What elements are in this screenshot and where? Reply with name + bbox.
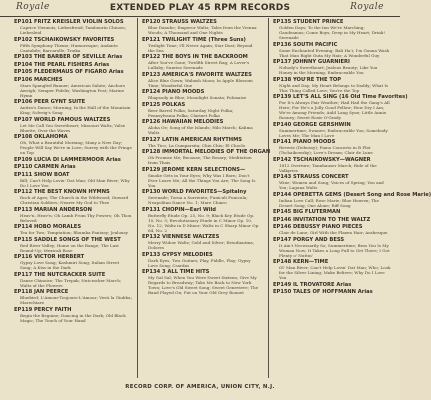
- record-title: EP127 LATIN AMERICAN RHYTHMS: [142, 136, 242, 143]
- track-list: For It's Always Fair Weather; Hail Hail the Gang's All Here; For He's a Jolly Good Fellow; How Dry I Am; We're Among Friends; Auld Lang Syne; Little Annie Rooney; Sweet Rosie O'Grady: [279, 100, 390, 121]
- track-list: Begin the Beguine; Dancing in the Dark; Old Black Magic; The Touch of Your Hand: [20, 312, 126, 323]
- track-list: Danse Chinoise; The Trepak; Nutcracker March; Waltz of the Flowers: [20, 277, 122, 288]
- catalog-entry: [14, 189, 132, 205]
- record-title: EP135 STUDENT PRINCE: [273, 19, 344, 25]
- track-list: Butterfly Etude Op. 25, No. 9; Black Key Etude Op. 10, No. 5; Revolutionary Etude in C Minor Op. 10, No. 12; Waltz in D Minor; Waltz in C Sharp Minor Op. 64, No. 2: [148, 212, 260, 233]
- catalog-column-3: [273, 19, 431, 297]
- record-title: EP119 PERCY FAITH: [14, 306, 72, 313]
- record-title: EP150 TALES OF HOFFMANN Arias: [273, 289, 373, 295]
- record-title: EP144 OPERETTA GEMS (Desert Song and Rose Marie): [273, 191, 431, 198]
- record-title: EP106 PEER GYNT SUITE: [14, 99, 86, 105]
- catalog-entry: [142, 72, 260, 88]
- catalog-entry: [14, 117, 132, 133]
- catalog-entry: [142, 37, 260, 53]
- catalog-entry: [14, 224, 132, 235]
- track-list: Merry Widow Waltz; Gold and Silver; Estudiantina; Dolores: [148, 240, 255, 251]
- catalog-entry: [273, 77, 391, 93]
- track-list: My Gal Sal; When You Were Sweet Sixteen; Give My Regards to Broadway; Take Me Back to New York Town; Love's Old Sweet Song; Sweet Genevieve; The Band Played On; Put on Your Old Grey Bonnet: [148, 275, 259, 296]
- record-title: EP132 VIENNESE WALTZES: [142, 234, 220, 240]
- track-list: Wine, Women and Song; Voices of Spring; You and You; Laguna Waltz: [279, 180, 384, 191]
- record-title: EP133 GYPSY MELODIES: [142, 251, 213, 258]
- record-title: EP110 CARMEN Arias: [14, 164, 76, 170]
- record-title: EP146 INVITATION TO THE WALTZ: [273, 216, 371, 223]
- record-title: EP149 IL TROVATORE Arias: [273, 281, 352, 288]
- track-list: Serenade; Torna a Surriento; Funiculi Funicula; Neapolitan Dance No. 1; Mare Chiaro: [148, 195, 248, 206]
- catalog-entry: [142, 269, 260, 295]
- record-title: EP112 THE BEST KNOWN HYMNS: [14, 189, 110, 195]
- record-title: EP106 MARCHES: [14, 76, 63, 83]
- record-title: EP129 JEROME KERN SELECTIONS—: [142, 166, 246, 173]
- track-list: Alice Blue Gown; Wabash Moon; In Apple Blossom Time; Wonderful One: [148, 77, 253, 88]
- record-title: EP142 TSCHAIKOWSKY—WAGNER: [273, 156, 371, 163]
- catalog-entry: [273, 139, 391, 155]
- track-list: Anitra's Dance; Morning; In the Hall of the Mountain King; Solveig's Song: [20, 105, 131, 116]
- track-list: Ol' Man River; Can't Help Lovin' Dat Man; Who; Look for the Silver Lining; Make Believe; Why Do I Love You: [279, 265, 391, 281]
- catalog-column-1: [14, 19, 132, 324]
- record-title: EP138 YOU'RE THE TOP: [273, 76, 342, 83]
- track-list: Fifth Symphony Theme; Humoresque; Andante Cantabile; Barcarolle; Troika: [20, 42, 118, 53]
- record-title: EP124 PIANO MOODS: [142, 89, 205, 95]
- record-title: EP128 IMMORTAL MELODIES OF THE ORGAN: [142, 149, 271, 155]
- catalog-entry: [142, 149, 271, 166]
- record-title: EP131 CHOPIN—Earl Wild: [142, 206, 216, 213]
- track-list: Oh, What a Beautiful Morning; Many a New Day; People Will Say We're in Love; Surrey with the Fringe on Top: [20, 140, 132, 156]
- track-list: Red River Valley; Home on the Range; The Last Round-Up; Mexicali Rose: [20, 242, 119, 253]
- catalog-entry: [273, 224, 391, 235]
- catalog-entry: [273, 174, 391, 190]
- catalog-entry: [273, 209, 391, 215]
- record-title: EP145 BIG FLUTERMAN: [273, 209, 341, 215]
- record-title: EP122 THE BOYS IN THE BACKROOM: [142, 54, 248, 60]
- column-divider: [137, 18, 138, 378]
- catalog-entry: [14, 62, 132, 68]
- record-title: EP116 VICTOR HERBERT: [14, 254, 85, 260]
- record-title: EP137 JOHNNY GUARNIERI: [273, 59, 350, 65]
- record-title: EP146 DEBUSSY PIANO PIECES: [273, 224, 363, 230]
- catalog-entry: [142, 119, 260, 135]
- record-title: EP107 WORLD FAMOUS WALTZES: [14, 116, 111, 123]
- catalog-entry: [14, 164, 132, 170]
- record-title: EP114 HOBO MORALES: [14, 224, 82, 230]
- record-title: EP141 PIANO MOODS: [273, 139, 336, 145]
- track-list: Dark Eyes; Two Guitars; Play, Fiddle, Play; Gypsy Love Song; Csardas: [148, 257, 251, 268]
- track-list: Summertime; Swanee; Embraceable You; Somebody Loves Me; The Man I Love: [279, 127, 388, 138]
- record-title: EP121 TWILIGHT TIME (Three Suns): [142, 36, 246, 43]
- track-list: Smoke Gets in Your Eyes; Why Was I Born; Don't Ever Leave Me; All the Things You Are; The Song Is You: [148, 172, 256, 188]
- record-title: EP103 THE BARBER OF SEVILLE Arias: [14, 54, 123, 60]
- catalog-entry: [273, 157, 391, 173]
- record-title: EP102 TSCHAIKOWSKY FAVORITES: [14, 36, 115, 43]
- catalog-entry: [142, 252, 260, 268]
- record-title: EP125 POLKAS: [142, 101, 186, 108]
- track-list: Rhapsody in Blue; Moonlight Sonata; Polonaise: [148, 95, 247, 101]
- record-title: EP101 FRITZ KREISLER VIOLIN SOLOS: [14, 19, 124, 25]
- column-divider: [268, 18, 269, 378]
- catalog-entry: [14, 54, 132, 60]
- track-list: Bill; Can't Help Lovin' Dat Man; Old Man River; Why Do I Love You: [20, 177, 130, 188]
- catalog-entry: [142, 167, 260, 188]
- catalog-entry: [273, 289, 391, 295]
- catalog-entry: [273, 42, 391, 58]
- record-title: EP147 PORGY AND BESS: [273, 236, 345, 243]
- catalog-entry: [14, 99, 132, 115]
- catalog-entry: [273, 282, 391, 288]
- track-list: Let Me Call You Sweetheart; Missouri Waltz; Valse Bluette; Over the Waves: [20, 122, 126, 133]
- catalog-entry: [14, 37, 132, 53]
- track-list: Tea for Two; Temptation; Rhumba Fantasy; Jealousy: [20, 230, 128, 236]
- track-list: Gypsy Love Song; Kashmiri Song; Italian Street Song; A Kiss in the Dark: [20, 260, 120, 271]
- catalog-entry: [142, 19, 260, 35]
- record-title: EP134 3 ALL TIME HITS: [142, 269, 210, 275]
- track-list: 1812 Overture; Tannhauser March; Ride of the Valkyries: [279, 162, 377, 173]
- catalog-entry: [14, 19, 132, 35]
- brand-logo-right: Royale: [350, 2, 384, 12]
- catalog-column-2: [142, 19, 271, 297]
- track-list: Twilight Time; I'll Never Again; Star Dust; Beyond the Sea: [148, 42, 253, 53]
- catalog-entry: [14, 207, 132, 223]
- catalog-entry: [14, 307, 132, 323]
- track-list: Beer Barrel Polka; Saturday Night Polka; Pennsylvania Polka; Clarinet Polka: [148, 107, 234, 118]
- record-title: EP109 LUCIA DI LAMMERMOOR Arias: [14, 156, 121, 163]
- record-title: EP130 WORLD FAVORITES—Spitalny: [142, 189, 247, 195]
- catalog-entry: [14, 289, 132, 305]
- track-list: After You've Gone; Twelfth Street Rag; A Lover's Lullaby; Sunrise Serenade: [148, 60, 250, 71]
- catalog-entry: [273, 217, 391, 223]
- record-title: EP117 THE NUTCRACKER SUITE: [14, 271, 106, 278]
- catalog-entry: [14, 134, 132, 155]
- track-list: Reverie (Debussy); Piano Concerto in B Flat (Tschaikowsky); Love's Dream; Clair de Lune: [279, 145, 373, 156]
- catalog-entry: [142, 89, 260, 100]
- record-title: EP123 AMERICA'S FAVORITE WALTZES: [142, 71, 252, 78]
- record-title: EP104 THE PEARL FISHERS Arias: [14, 61, 110, 68]
- catalog-entry: [14, 237, 132, 253]
- track-list: The Tico; La Cumparsita; Chiu Chiu; El Choclo: [148, 142, 246, 148]
- record-title: EP113 MARIAN ANDERSON: [14, 206, 92, 213]
- brand-logo-left: Royale: [16, 2, 50, 12]
- record-title: EP108 OKLAHOMA: [14, 134, 68, 140]
- catalog-entry: [273, 259, 391, 280]
- track-list: Rock of Ages; The Church in the Wildwood; Onward Christian Soldiers; Nearer My God to Thee: [20, 195, 129, 206]
- catalog-entry: [14, 254, 132, 270]
- header-band: [0, 0, 400, 17]
- track-list: Blue Danube; Emperor Waltz; Tales from the Vienna Woods; A Thousand and One Nights: [148, 25, 257, 36]
- track-list: It Ain't Necessarily So; Summertime; Bess You Is My Woman Now; It Takes a Long Pull to Get There; I Got Plenty o' Nuttin': [279, 242, 390, 258]
- record-title: EP148 KERN—TIME: [273, 259, 329, 265]
- record-title: EP140 GEORGE GERSHWIN: [273, 121, 351, 128]
- track-list: Bluebird; L'Amour-Toujours-L'Amour; Vesti la Giubba; Marechiare: [20, 295, 132, 306]
- track-list: Oh Promise Me; Because; The Rosary; Meditation from Thais: [148, 155, 252, 166]
- catalog-entry: [142, 234, 260, 250]
- catalog-entry: [142, 207, 260, 233]
- track-list: Some Enchanted Evening; Bali Ha'i; I'm Gonna Wash That Man Right Outa My Hair; A Wonderful Guy: [279, 47, 390, 58]
- record-title: EP139 LET'S ALL SING (16 Old Time Favorites): [273, 94, 408, 100]
- record-title: EP143 STRAUSS CONCERT: [273, 174, 349, 180]
- track-list: Caprice Viennois; Liebesfreud; Tambourin Chinois; Liebesleid: [20, 25, 126, 36]
- track-list: Nobody's Sweetheart; Jealous Beauty; Like You Honey in the Morning; Embraceable You: [279, 65, 378, 76]
- record-title: EP115 SADDLE SONGS OF THE WEST: [14, 236, 121, 243]
- track-list: Stars Spangled Banner; American Salute; Anchors Aweigh; Semper Fidelis; Washington Post; Marine Hymn: [20, 82, 125, 98]
- catalog-entry: [142, 102, 260, 118]
- catalog-entry: [14, 272, 132, 288]
- track-list: Clair de Lune; Girl With the Flaxen Hair; Arabesque: [279, 230, 388, 236]
- record-title: EP136 SOUTH PACIFIC: [273, 41, 338, 48]
- catalog-entry: [14, 172, 132, 188]
- catalog-entry: [273, 191, 431, 208]
- track-list: Indian Love Call; Rose Marie; Blue Heaven; The Desert Song; One Alone; Riff Song: [279, 197, 379, 208]
- catalog-entry: [273, 19, 391, 40]
- catalog-entry: [273, 94, 408, 121]
- record-title: EP105 FLEDERMAUS OF FIGARO Arias: [14, 69, 124, 75]
- record-title: EP120 STRAUSS WALTZES: [142, 19, 217, 25]
- page-title: EXTENDED PLAY 45 RPM RECORDS: [109, 3, 291, 13]
- catalog-entry: [273, 122, 391, 138]
- record-title: EP118 JAN PEERCE: [14, 289, 69, 295]
- publisher-footer: RECORD CORP. OF AMERICA, UNION CITY, N.J.: [125, 384, 275, 390]
- track-list: Aloha Oe; Song of the Islands; Hilo March; Kalima Waltz: [148, 125, 253, 136]
- catalog-entry: [14, 69, 132, 75]
- catalog-entry: [14, 77, 132, 98]
- catalog-entry: [142, 189, 260, 205]
- catalog-entry: [142, 137, 260, 148]
- track-list: Heav'n, Heav'n; Oh Lamb From Thy Powers; Oh Thou Beloved: [20, 212, 132, 223]
- catalog-entry: [273, 237, 391, 258]
- track-list: Night and Day; My Heart Belongs to Daddy; What Is This Thing Called Love; You're the Top: [279, 82, 389, 93]
- catalog-entry: [273, 59, 391, 75]
- catalog-entry: [14, 157, 132, 163]
- track-list: Golden Days; To the Inn We're Marching; Gaudeamus; Come Boys; Deep in My Heart; Drink! Serenade: [279, 25, 386, 41]
- record-title: EP126 HAWAIIAN MELODIES: [142, 119, 224, 125]
- record-title: EP111 SHOW BOAT: [14, 171, 70, 178]
- catalog-entry: [142, 54, 260, 70]
